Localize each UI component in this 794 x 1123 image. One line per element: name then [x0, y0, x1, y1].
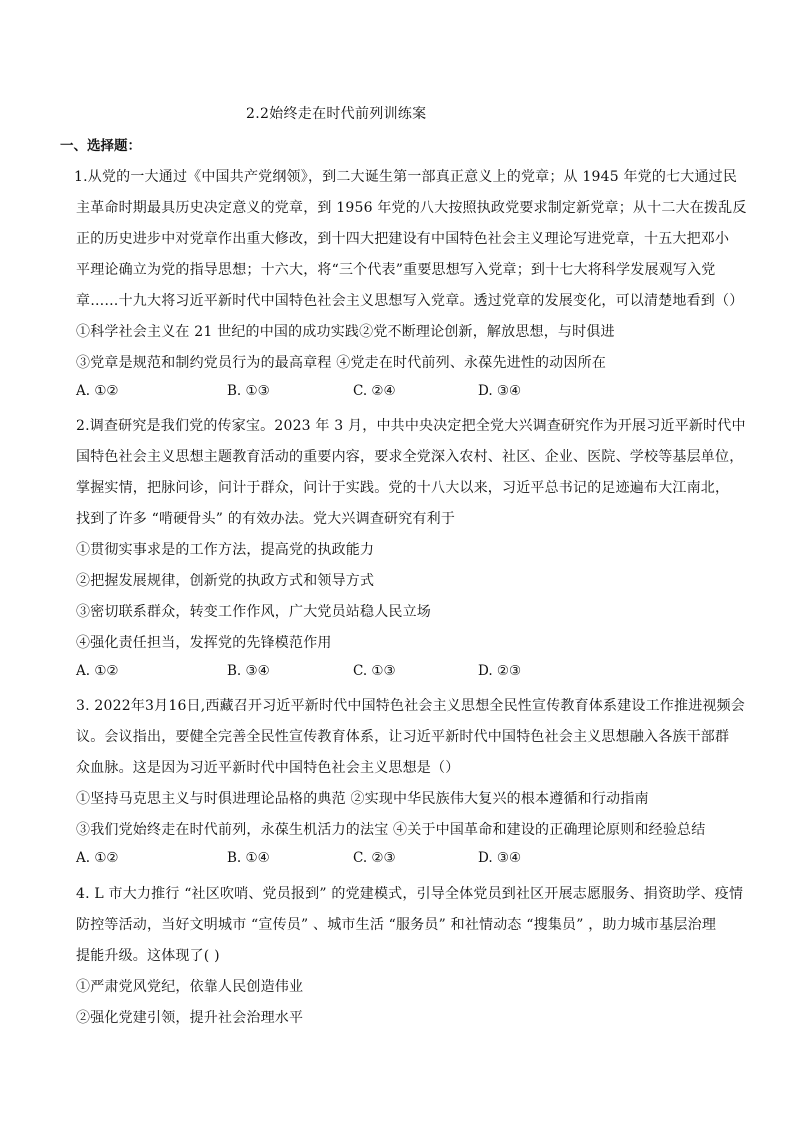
- question-2-choice: ②把握发展规律，创新党的执政方式和领导方式: [76, 573, 375, 589]
- question-3-line: 众血脉。这是因为习近平新时代中国特色社会主义思想是（）: [76, 760, 460, 776]
- question-4-choice: ①严肃党风党纪，依靠人民创造伟业: [76, 979, 304, 995]
- question-4-line: 提能升级。这体现了( ): [76, 948, 220, 964]
- question-2-line: 2.调查研究是我们党的传家宝。2023 年 3 月，中共中央决定把全党大兴调查研究作为开展习近平新时代中: [76, 418, 746, 434]
- option-b: B. ①③: [227, 383, 270, 399]
- option-c: C. ①③: [353, 663, 396, 679]
- question-3-line: 议。会议指出，要健全完善全民性宣传教育体系，让习近平新时代中国特色社会主义思想融入各族干部群: [76, 729, 730, 745]
- question-2-line: 找到了许多 “啃硬骨头” 的有效办法。党大兴调查研究有利于: [76, 511, 456, 527]
- question-1-choice: ①科学社会主义在 21 世纪的中国的成功实践②党不断理论创新，解放思想，与时俱进: [76, 324, 615, 340]
- question-2-line: 掌握实情，把脉问诊，问计于群众，问计于实践。党的十八大以来，习近平总书记的足迹遍布大江南北，: [76, 480, 730, 496]
- option-c: C. ②③: [353, 850, 396, 866]
- option-b: B. ①④: [227, 850, 270, 866]
- option-d: D. ③④: [478, 850, 522, 866]
- section-heading: 一、选择题：: [60, 138, 141, 154]
- question-3-line: 3. 2022年3月16日,西藏召开习近平新时代中国特色社会主义思想全民性宣传教育体系建设工作推进视频会: [76, 698, 746, 714]
- question-3-choice: ③我们党始终走在时代前列，永葆生机活力的法宝 ④关于中国革命和建设的正确理论原则和经验总结: [76, 822, 706, 838]
- option-c: C. ②④: [353, 383, 396, 399]
- question-1-line: 1.从党的一大通过《中国共产党纲领》，到二大诞生第一部真正意义上的党章；从 1945 年党的七大通过民: [74, 169, 738, 185]
- question-4-line: 防控等活动，当好文明城市 “宣传员” 、城市生活 “服务员” 和社情动态 “搜集员” ，助力城市基层治理: [76, 917, 717, 933]
- question-1-line: 章……十九大将习近平新时代中国特色社会主义思想写入党章。透过党章的发展变化，可以清楚地看到（）: [76, 293, 744, 309]
- option-a: A. ①②: [76, 663, 119, 679]
- question-1-choice: ③党章是规范和制约党员行为的最高章程 ④党走在时代前列、永葆先进性的动因所在: [76, 355, 607, 371]
- option-a: A. ①②: [76, 850, 119, 866]
- question-2-choice: ③密切联系群众，转变工作作风，广大党员站稳人民立场: [76, 604, 431, 620]
- question-4-line: 4. L 市大力推行 “社区吹哨、党员报到” 的党建模式，引导全体党员到社区开展志愿服务、捐资助学、疫情: [76, 886, 744, 902]
- question-1-line: 主革命时期最具历史决定意义的党章，到 1956 年党的八大按照执政党要求制定新党章；从十二大在拨乱反: [76, 200, 747, 216]
- option-b: B. ③④: [227, 663, 270, 679]
- question-2-choice: ①贯彻实事求是的工作方法，提高党的执政能力: [76, 542, 375, 558]
- option-d: D. ③④: [478, 383, 522, 399]
- question-2-line: 国特色社会主义思想主题教育活动的重要内容，要求全党深入农村、社区、企业、医院、学校等基层单位，: [76, 449, 744, 465]
- question-3-choice: ①坚持马克思主义与时俱进理论品格的典范 ②实现中华民族伟大复兴的根本遵循和行动指南: [76, 791, 649, 807]
- question-1-line: 平理论确立为党的指导思想；十六大，将“三个代表”重要思想写入党章；到十七大将科学发展观写入党: [76, 262, 716, 278]
- question-1-line: 正的历史进步中对党章作出重大修改，到十四大把建设有中国特色社会主义理论写进党章，十五大把邓小: [76, 231, 730, 247]
- option-d: D. ②③: [478, 663, 522, 679]
- page-title: 2.2始终走在时代前列训练案: [246, 106, 427, 122]
- question-4-choice: ②强化党建引领，提升社会治理水平: [76, 1010, 304, 1026]
- question-2-choice: ④强化责任担当，发挥党的先锋模范作用: [76, 635, 332, 651]
- option-a: A. ①②: [76, 383, 119, 399]
